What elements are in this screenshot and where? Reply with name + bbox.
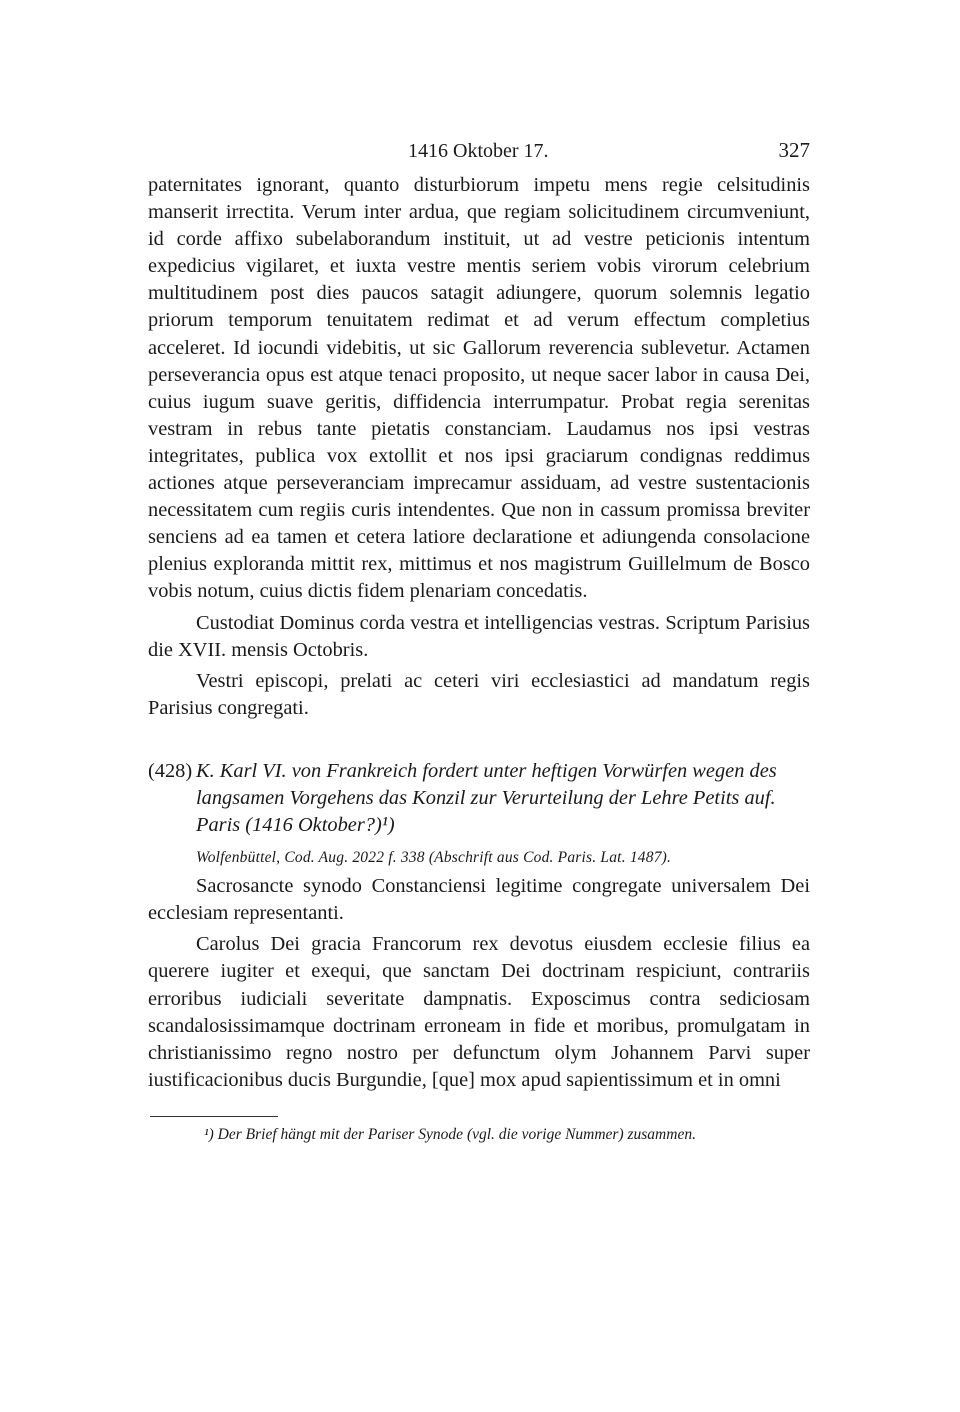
document-source: Wolfenbüttel, Cod. Aug. 2022 f. 338 (Abschrift aus Cod. Paris. Lat. 1487). — [196, 849, 672, 867]
document-number: (428) — [148, 759, 193, 782]
footnote-divider — [150, 1116, 278, 1117]
letter-signature-paragraph: Vestri episcopi, prelati ac ceteri viri ecclesiastici ad mandatum regis Parisius congregati. — [148, 669, 810, 719]
page-number: 327 — [778, 138, 810, 162]
footnote: ¹) Der Brief hängt mit der Pariser Synode (vgl. die vorige Nummer) zusammen. — [204, 1125, 696, 1143]
running-head — [148, 136, 810, 172]
letter-closing-paragraph: Custodiat Dominus corda vestra et intelligencias vestras. Scriptum Parisius die XVII. mensis Octobris. — [148, 611, 810, 661]
document-header — [148, 758, 810, 869]
running-title: 1416 Oktober 17. — [408, 140, 549, 162]
document-title: K. Karl VI. von Frankreich fordert unter heftigen Vorwürfen wegen des langsamen Vorgehens das Konzil zur Verurteilung der Lehre Petits auf. Paris (1416 Oktober?)¹) — [196, 759, 777, 837]
book-page — [148, 136, 810, 1161]
document-address-paragraph: Sacrosancte synodo Constanciensi legitime congregate universalem Dei ecclesiam representanti. — [148, 875, 810, 925]
letter-paragraph-continued: paternitates ignorant, quanto disturbiorum impetu mens regie celsitudinis manserit irrectita. Verum inter ardua, que regiam solicitudinem circumveniunt, id corde affixo subelaborandum instituit, ut ad vestre peticionis intentum expedicius vigilaret, et iuxta vestre mentis seriem vobis virorum celebrium multitudinem post dies paucos satagit adiungere, quorum solemnis legatio priorum temporum tenuitatem redimat et ad verum effectum completius acceleret. Id iocundi videbitis, ut sic Gallorum reverencia sublevetur. Actamen perseverancia opus est atque tenaci proposito, ut neque sacer labor in causa Dei, cuius iugum suave geritis, diffidencia interrumpatur. Probat regia serenitas vestram in rebus tante pietatis constanciam. Laudamus nos ipsi vestras integritates, publica vox extollit et nos ipsi graciarum condignas reddimus actiones atque perseveranciam imprecamur assiduam, ad vestre sustentacionis necessitatem cum regiis curis intendentes. Que non in cassum promissa breviter senciens ad ea tamen et cetera latiore declaratione et adiungenda consolacione plenius exploranda mittit rex, mittimus et nos magistrum Guillelmum de Bosco vobis notum, cuius dictis fidem plenariam concedatis. — [148, 174, 810, 603]
document-body-paragraph: Carolus Dei gracia Francorum rex devotus eiusdem ecclesie filius ea querere iugiter et exequi, que sanctam Dei doctrinam respiciunt, contrariis erroribus iudiciali severitate dampnatis. Exposcimus contra sediciosam scandalosissimamque doctrinam erroneam in fide et moribus, promulgatam in christianissimo regno nostro per defunctum olym Johannem Parvi super iustificacionibus ducis Burgundie, [que] mox apud sapientissimum et in omni — [148, 933, 810, 1091]
